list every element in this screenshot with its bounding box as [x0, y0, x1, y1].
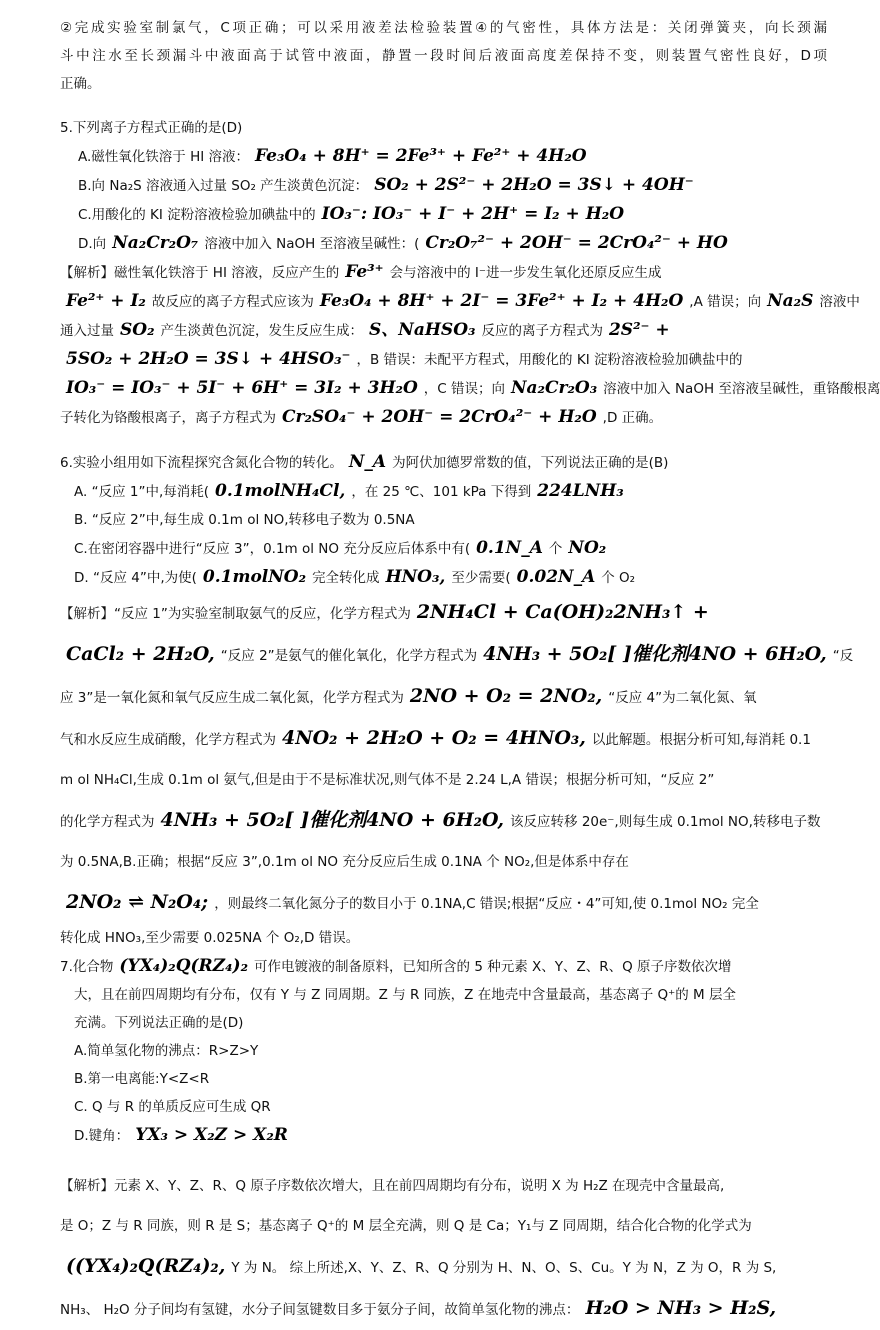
text-line [60, 1037, 827, 1065]
text-line [60, 676, 827, 718]
text-segment: 可作电镀液的制备原料，已知所含的 5 种元素 X、Y、Z、R、Q 原子序数依次增 [254, 959, 732, 975]
text-segment: B.向 Na₂S 溶液通入过量 SO₂ 产生淡黄色沉淀： [78, 178, 369, 194]
text-line [60, 563, 827, 592]
text-line [60, 952, 827, 981]
chemical-formula: 5SO₂ + 2H₂O = 3S↓ + 4HSO₃⁻ [66, 349, 351, 369]
chemical-formula: S、NaHSO₃ [369, 320, 476, 340]
text-segment: 该反应转移 20e⁻,则每生成 0.1mol NO,转移电子数 [510, 814, 821, 830]
paragraph-gap [60, 432, 827, 448]
text-segment: ,A 错误；向 [689, 294, 762, 310]
chemical-formula: Cr₂O₇²⁻ + 2OH⁻ = 2CrO₄²⁻ + HO [425, 233, 728, 253]
chemical-formula: Na₂S [767, 291, 814, 311]
text-segment: 7.化合物 [60, 959, 114, 975]
text-segment: 子转化为铬酸根离子，离子方程式为 [60, 410, 276, 426]
text-segment: NH₃、 H₂O 分子间均有氢键，水分子间氢键数目多于氨分子间，故简单氢化物的沸点： [60, 1302, 580, 1318]
chemical-formula: 0.1molNH₄Cl, [215, 481, 346, 501]
chemical-formula: YX₃ > X₂Z > X₂R [135, 1125, 288, 1145]
chemical-formula: ((YX₄)₂Q(RZ₄)₂, [66, 1255, 226, 1277]
text-line [60, 882, 827, 924]
chemical-formula: 0.1molNO₂ [202, 567, 307, 587]
text-segment: 至少需要( [451, 570, 511, 586]
text-segment: 溶液中 [819, 294, 860, 310]
text-segment: 充满。下列说法正确的是(D) [74, 1015, 244, 1031]
text-segment: m ol NH₄Cl,生成 0.1m ol 氨气,但是由于不是标准状况,则气体不是 2.24 L,A 错误；根据分析可知，“反应 2” [60, 772, 715, 788]
text-segment: 【解析】磁性氧化铁溶于 HI 溶液，反应产生的 [60, 265, 340, 281]
text-line [60, 374, 880, 403]
chemical-formula: SO₂ [120, 320, 155, 340]
chemical-formula: Na₂Cr₂O₃ [510, 378, 598, 398]
text-line [60, 842, 827, 882]
text-line [60, 1206, 827, 1246]
text-segment: 个 [548, 541, 563, 557]
text-line [60, 171, 827, 200]
text-line [60, 316, 827, 345]
text-segment: 转化成 HNO₃,至少需要 0.025NA 个 O₂,D 错误。 [60, 930, 360, 946]
text-segment: “反应 4”为二氧化氮、氧 [608, 690, 757, 706]
chemical-formula: SO₂ + 2S²⁻ + 2H₂O = 3S↓ + 4OH⁻ [374, 175, 694, 195]
chemical-formula: H₂O > NH₃ > H₂S, [585, 1297, 777, 1319]
text-line [60, 634, 854, 676]
text-segment: 反应的离子方程式为 [481, 323, 603, 339]
text-segment: ，则最终二氧化氮分子的数目小于 0.1NA,C 错误;根据“反应・4”可知,使 0.1mol NO₂ 完全 [214, 896, 759, 912]
text-segment: 【解析】元素 X、Y、Z、R、Q 原子序数依次增大，且在前四周期均有分布，说明 X 为 H₂Z 在现壳中含量最高, [60, 1178, 725, 1194]
text-segment: C.在密闭容器中进行“反应 3”，0.1m ol NO 充分反应后体系中有( [74, 541, 471, 557]
text-line [60, 534, 827, 563]
text-line [60, 718, 827, 760]
text-segment: A.磁性氧化铁溶于 HI 溶液： [78, 149, 250, 165]
chemical-formula: Fe₃O₄ + 8H⁺ + 2I⁻ = 3Fe²⁺ + I₂ + 4H₂O [319, 291, 684, 311]
text-segment: 斗中注水至长颈漏斗中液面高于试管中液面，静置一段时间后液面高度差保持不变，则装置气密性良好，D项 [60, 48, 827, 64]
chemical-formula: Cr₂SO₄⁻ + 2OH⁻ = 2CrO₄²⁻ + H₂O [282, 407, 597, 427]
text-segment: Y 为 N。 综上所述,X、Y、Z、R、Q 分别为 H、N、O、S、Cu。Y 为 N，Z 为 O，R 为 S, [231, 1260, 777, 1276]
text-segment: 产生淡黄色沉淀，发生反应生成： [160, 323, 364, 339]
text-segment: A. “反应 1”中,每消耗( [74, 484, 210, 500]
text-segment: D. “反应 4”中,为使( [74, 570, 197, 586]
chemical-formula: 224LNH₃ [537, 481, 624, 501]
text-segment: 是 O；Z 与 R 同族，则 R 是 S；基态离子 Q⁺的 M 层全充满，则 Q 是 Ca；Y₁与 Z 同周期，结合化合物的化学式为 [60, 1218, 752, 1234]
text-segment: ②完成实验室制氯气，C项正确；可以采用液差法检验装置④的气密性，具体方法是：关闭弹簧夹，向长颈漏 [60, 20, 827, 36]
text-segment: C. Q 与 R 的单质反应可生成 QR [74, 1099, 271, 1115]
text-segment: 气和水反应生成硝酸，化学方程式为 [60, 732, 276, 748]
chemical-formula: Fe₃O₄ + 8H⁺ = 2Fe³⁺ + Fe²⁺ + 4H₂O [255, 146, 587, 166]
text-line [60, 200, 827, 229]
text-segment: “反 [832, 648, 854, 664]
text-segment: 会与溶液中的 I⁻进一步发生氧化还原反应生成 [389, 265, 662, 281]
text-segment: D.向 [78, 236, 107, 252]
text-line [60, 1246, 827, 1288]
chemical-formula: 0.02N_A [516, 567, 596, 587]
text-segment: B. “反应 2”中,每生成 0.1m ol NO,转移电子数为 0.5NA [74, 512, 415, 528]
text-segment: D.键角： [74, 1128, 130, 1144]
text-segment: 为 0.5NA,B.正确；根据“反应 3”,0.1m ol NO 充分反应后生成 0.1NA 个 NO₂,但是体系中存在 [60, 854, 629, 870]
text-segment: 5.下列离子方程式正确的是(D) [60, 120, 243, 136]
text-segment: 为阿伏加德罗常数的值，下列说法正确的是(B) [392, 455, 669, 471]
chemical-formula: N_A [348, 452, 387, 472]
text-line [60, 70, 827, 98]
text-line [60, 477, 827, 506]
text-line [60, 800, 827, 842]
text-line [60, 981, 827, 1009]
text-segment: “反应 2”是氨气的催化氧化，化学方程式为 [220, 648, 478, 664]
text-line [60, 345, 827, 374]
text-line [60, 142, 827, 171]
chemical-formula: 2NH₄Cl + Ca(OH)₂2NH₃↑ + [416, 601, 709, 623]
text-segment: 大，且在前四周期均有分布，仅有 Y 与 Z 同周期。Z 与 R 同族，Z 在地壳中含量最高，基态离子 Q⁺的 M 层全 [74, 987, 736, 1003]
text-line [60, 1166, 827, 1206]
chemical-formula: IO₃⁻: IO₃⁻ + I⁻ + 2H⁺ = I₂ + H₂O [321, 204, 625, 224]
text-segment: ，在 25 ℃、101 kPa 下得到 [351, 484, 532, 500]
chemical-formula: 0.1N_A [476, 538, 543, 558]
chemical-formula: 4NO₂ + 2H₂O + O₂ = 4HNO₃, [282, 727, 586, 749]
document-body [60, 14, 880, 1330]
text-segment: 以此解题。根据分析可知,每消耗 0.1 [591, 732, 811, 748]
chemical-formula: (YX₄)₂Q(RZ₄)₂ [119, 956, 249, 976]
chemical-formula: 4NH₃ + 5O₂[ ]催化剂4NO + 6H₂O, [160, 809, 505, 831]
paragraph-gap [60, 98, 827, 114]
chemical-formula: HNO₃, [385, 567, 446, 587]
text-line [60, 114, 827, 142]
text-segment: ，C 错误；向 [423, 381, 505, 397]
text-segment: 故反应的离子方程式应该为 [151, 294, 314, 310]
text-segment: A.简单氢化物的沸点：R>Z>Y [74, 1043, 259, 1059]
text-segment: 6.实验小组用如下流程探究含氮化合物的转化。 [60, 455, 343, 471]
text-segment: 应 3”是一氧化氮和氧气反应生成二氧化氮，化学方程式为 [60, 690, 404, 706]
text-line [60, 287, 860, 316]
text-line [60, 506, 827, 534]
text-segment: B.第一电离能:Y<Z<R [74, 1071, 210, 1087]
text-line [60, 1065, 827, 1093]
text-line [60, 229, 827, 258]
text-segment: ，B 错误：未配平方程式，用酸化的 KI 淀粉溶液检验加碘盐中的 [356, 352, 743, 368]
chemical-formula: 4NH₃ + 5O₂[ ]催化剂4NO + 6H₂O, [483, 643, 827, 665]
text-line [60, 1288, 827, 1330]
chemical-formula: NO₂ [568, 538, 607, 558]
text-segment: 溶液中加入 NaOH 至溶液呈碱性：( [204, 236, 420, 252]
text-segment: 完全转化成 [312, 570, 380, 586]
chemical-formula: 2NO + O₂ = 2NO₂, [409, 685, 603, 707]
chemical-formula: Fe³⁺ [345, 262, 384, 282]
text-segment: 【解析】“反应 1”为实验室制取氨气的反应，化学方程式为 [60, 606, 411, 622]
text-line [60, 1121, 827, 1150]
text-line [60, 14, 827, 42]
text-segment: 通入过量 [60, 323, 114, 339]
chemical-formula: IO₃⁻ = IO₃⁻ + 5I⁻ + 6H⁺ = 3I₂ + 3H₂O [66, 378, 418, 398]
paragraph-gap [60, 1150, 827, 1166]
text-segment: C.用酸化的 KI 淀粉溶液检验加碘盐中的 [78, 207, 316, 223]
text-segment: ,D 正确。 [602, 410, 663, 426]
text-line [60, 760, 827, 800]
text-line [60, 1093, 827, 1121]
chemical-formula: 2NO₂ ⇌ N₂O₄; [66, 891, 209, 913]
text-line [60, 42, 827, 70]
chemical-formula: Fe²⁺ + I₂ [66, 291, 146, 311]
text-line [60, 448, 827, 477]
text-line [60, 1009, 827, 1037]
text-line [60, 403, 827, 432]
text-line [60, 592, 827, 634]
text-line [60, 924, 827, 952]
text-line [60, 258, 827, 287]
chemical-formula: Na₂Cr₂O₇ [112, 233, 199, 253]
text-segment: 的化学方程式为 [60, 814, 155, 830]
text-segment: 正确。 [60, 76, 101, 92]
text-segment: 个 O₂ [601, 570, 636, 586]
text-segment: 溶液中加入 NaOH 至溶液呈碱性，重铬酸根离 [603, 381, 880, 397]
chemical-formula: CaCl₂ + 2H₂O, [66, 643, 215, 665]
chemical-formula: 2S²⁻ + [608, 320, 670, 340]
